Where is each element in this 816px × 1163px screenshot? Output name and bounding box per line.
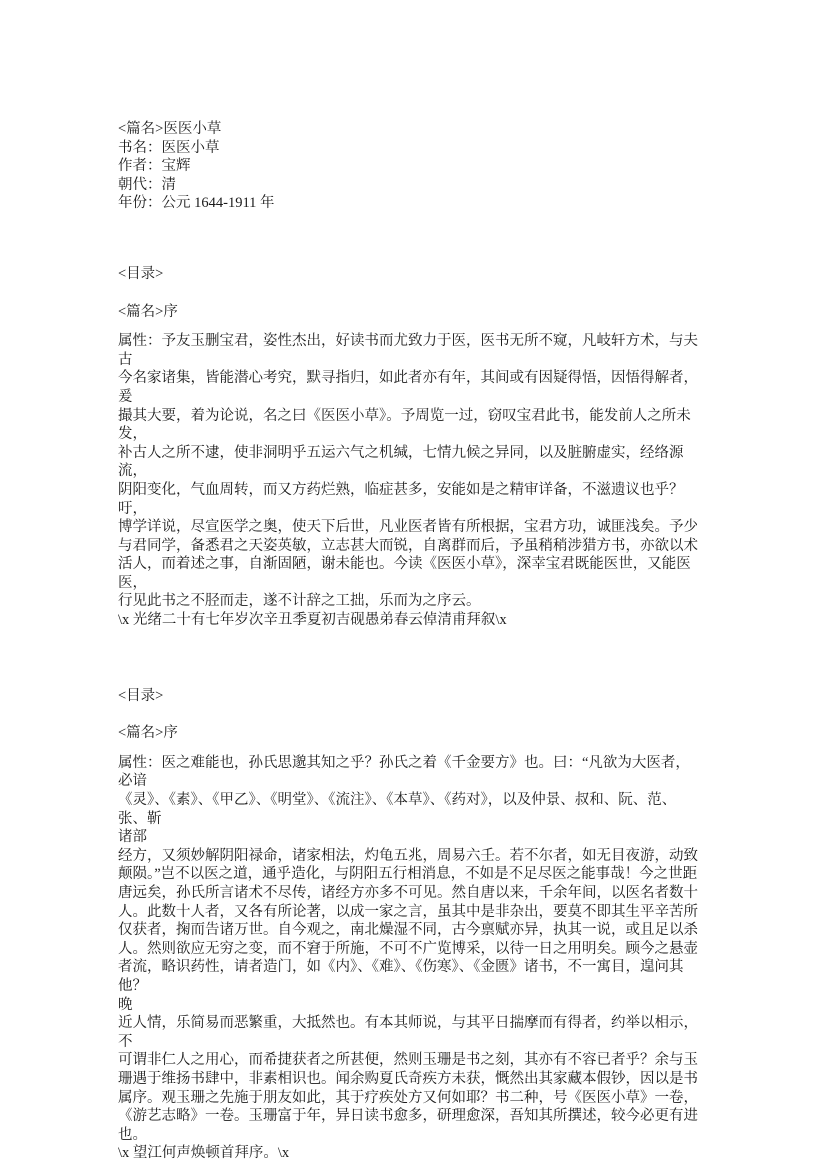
text-line: 珊遇于维扬书肆中，非素相识也。闻余购夏氏奇疾方未获，慨然出其家藏本假钞，因以是书 [118,1070,698,1087]
text-line: <篇名>医医小草 [118,121,222,137]
text-line: 阴阳变化，气血周转，而又方药烂熟，临症甚多，安能如是之精审详备，不滋遗议也乎？吁， [118,481,684,517]
book-metadata [118,120,704,213]
preface-body-1 [118,332,704,630]
section-preface-2 [118,687,704,1163]
text-line: 行见此书之不胫而走，遂不计辞之工拙，乐而为之序云。 [118,593,481,610]
text-line: 经方，又须妙解阴阳禄命，诸家相法，灼龟五兆，周易六壬。若不尔者，如无目夜游，动致 [118,847,698,864]
text-line: 今名家诸集，皆能潜心考究，默寻指归，如此者亦有年，其间或有因疑得悟，因悟得解者，爰 [118,370,698,405]
text-line: 属性：医之难能也，孙氏思邈其知之乎？孙氏之着《千金要方》也。曰：“凡欲为大医者，必谙 [118,754,690,790]
toc-label: <目录> [118,687,164,704]
text-line: \x 望江何声焕顿首拜序。\x [118,1145,290,1162]
text-line: 补古人之所不逮，使非洞明乎五运六气之机缄，七情九候之异同，以及脏腑虚实，经络源流， [118,444,684,480]
text-line: 《灵》、《素》、《甲乙》、《明堂》、《流注》、《本草》、《药对》，以及仲景、叔和、阮、范、张、靳 [118,792,677,827]
text-line: 颠陨。”岂不以医之道，通乎造化，与阴阳五行相消息，不如是不足尽医之能事哉！今之世距 [118,866,698,883]
text-line: 作者：宝辉 [118,158,191,175]
text-line: 唐远矣，孙氏所言诸术不尽传，诸经方亦多不可见。然自唐以来，千余年间，以医名者数十 [118,885,698,901]
chapter-title: <篇名>序 [118,725,178,742]
text-line: 人。此数十人者，又各有所论著，以成一家之言，虽其中是非杂出，要莫不即其生平辛苦所 [118,903,698,920]
text-line: 朝代：清 [118,176,176,193]
text-line: 与君同学，备悉君之天姿英敏，立志甚大而锐，自离群而后，予虽稍稍涉猎方书，亦欲以术 [118,537,698,554]
text-line: 年份：公元 1644-1911 年 [118,195,275,212]
text-line: 博学详说，尽宣医学之奥，使天下后世，凡业医者皆有所根据，宝君方功，诚匪浅矣。予少 [118,519,698,536]
text-line: 属性：予友玉删宝君，姿性杰出，好读书而尤致力于医，医书无所不窥，凡岐轩方术，与夫古 [118,333,698,368]
text-line: 者流，略识药性，请者造门，如《内》、《难》、《伤寒》、《金匮》诸书，不一寓目，遑问其他？ [118,959,684,994]
text-line: 活人，而着述之事，自渐固陋，谢未能也。今读《医医小草》，深幸宝君既能医世，又能医医， [118,556,691,591]
section-preface-1 [118,265,704,630]
toc-label: <目录> [118,265,164,282]
text-line: 属序。观玉珊之先施于朋友如此，其于疗疾处方又何如耶？书二种，号《医医小草》一卷， [118,1089,698,1106]
text-line: 可谓非仁人之用心，而希捷获者之所甚便，然则玉珊是书之刻，其亦有不容已者乎？余与玉 [118,1052,698,1069]
text-line: 撮其大要，着为论说，名之曰《医医小草》。予周览一过，窃叹宝君此书，能发前人之所未发， [118,407,691,443]
text-line: 近人情，乐简易而恶繁重，大抵然也。有本其师说，与其平日揣摩而有得者，约举以相示，不 [118,1015,698,1050]
text-line: 书名：医医小草 [118,139,220,156]
text-line: 《游艺志略》一卷。玉珊富于年，异日读书愈多，研理愈深，吾知其所撰述，较今必更有进也。 [118,1108,698,1143]
text-line: \x 光绪二十有七年岁次辛丑季夏初吉砚愚弟春云倬清甫拜叙\x [118,612,507,629]
chapter-title: <篇名>序 [118,303,178,320]
preface-body-2 [118,754,704,1163]
text-line: 晚 [118,996,133,1013]
text-line: 诸部 [118,829,147,846]
text-line: 仅获者，掬而告诸万世。自今观之，南北燥湿不同，古今禀赋亦异，执其一说，或且足以杀 [118,922,698,939]
text-line: 人。然则欲应无穷之变，而不窘于所施，不可不广览博采，以待一日之用明矣。顾今之悬壶 [118,940,698,957]
